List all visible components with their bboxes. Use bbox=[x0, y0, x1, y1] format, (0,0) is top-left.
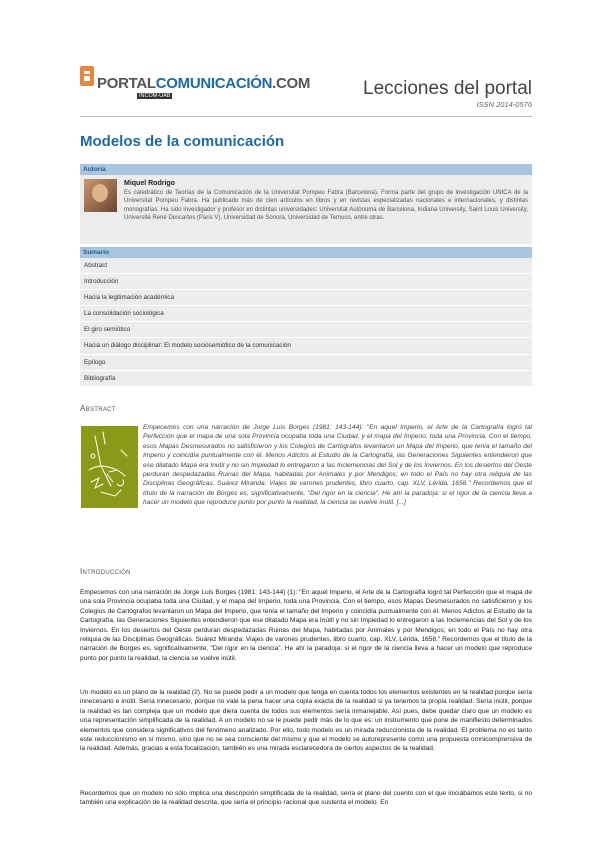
sumario-item-dialogo[interactable]: Hacia un diálogo disciplinar: El modelo sociosemiótico de la comunicación bbox=[80, 338, 532, 354]
introduccion-paragraph-2: Un modelo es un plano de la realidad (2). No se puede pedir a un modelo que tenga en cuenta todos los elementos existentes en la realidad porque sería innecesario e inútil. Sería innecesario, porque no vale la pena hacer una copia exacta de la realidad si ya tenemos la propia realidad. Sería inútil, porque la realidad es tan compleja que un modelo que diera cuenta de todos sus elementos sería inmanejable. Así pues, debe quedar claro que un modelo es una representación simplificada de la realidad. A un modelo no se le puede pedir más de lo que es: un instrumento que pone de manifiesto determinados elementos que considera significativos del fenómeno analizado. Por ello, todo modelo es un mirada reduccionista de la realidad. El problema no es tanto este reduccionismo en sí mismo, sino que no se sea consciente del mismo y que el modelo se autorepresente como una propuesta omnicomprensiva de la realidad. Además, gracias a esta focalización, también es una mirada esclarecedora de ciertos aspectos de la realidad. bbox=[80, 689, 532, 753]
logo-wordmark: PORTALCOMUNICACIÓN.COM bbox=[97, 75, 311, 92]
abstract-heading: Abstract bbox=[80, 404, 116, 413]
author-photo bbox=[84, 179, 117, 212]
sumario-item-abstract[interactable]: Abstract bbox=[80, 258, 532, 274]
sumario-item-giro-semiotico[interactable]: El giro semiótico bbox=[80, 322, 532, 338]
sumario-box bbox=[80, 247, 532, 387]
sumario-item-epilogo[interactable]: Epílogo bbox=[80, 355, 532, 371]
sumario-label: Sumario bbox=[80, 247, 532, 258]
abstract-illustration-drawing bbox=[81, 426, 138, 508]
sumario-item-consolidacion[interactable]: La consolidación sociológica bbox=[80, 306, 532, 322]
header-divider bbox=[80, 116, 532, 117]
issn: ISSN 2014-0576 bbox=[476, 100, 532, 109]
author-name: Miquel Rodrigo bbox=[124, 180, 175, 187]
introduccion-paragraph-1: Empecemos con una narración de Jorge Luis Borges (1981: 143-144) (1): "En aquel Imperio, el Arte de la Cartografía logró tal Perfección que el mapa de una sola Provincia ocupaba toda una Ciudad, y el mapa del Imperio, toda una Provincia. Con el tiempo, esos Mapas Desmesurados no satisficieron y los Colegios de Cartógrafos levantaron un Mapa del Imperio, que tenía el tamaño del Imperio y coincidía puntualmente con él. Menos Adictos al Estudio de la Cartografía, las Generaciones Siguientes entendieron que ese dilatado Mapa era Inútil y no sin Impiedad lo entregaron a las Inclemencias del Sol y de los Inviernos. En los desiertos del Oeste perduran despedazadas Ruinas del Mapa, habitadas por Animales y por Mendigos; en todo el País no hay otra reliquia de las Disciplinas Geográficas. Suárez Miranda: Viajes de varones prudentes, libro cuarto, cap. XLV, Lérida, 1658." Recordemos que el título de la narración de Borges es, significativamente, "Del rigor en la ciencia". He ahí la paradoja: si el rigor de la ciencia lleva a hacer un modelo que reproduce punto por punto la realidad, la ciencia se vuelve inútil. bbox=[80, 589, 532, 662]
sumario-item-legitimacion[interactable]: Hacia la legitimación académica bbox=[80, 290, 532, 306]
autoria-label: Autoría bbox=[80, 164, 532, 175]
abstract-text bbox=[80, 423, 532, 509]
page-title: Modelos de la comunicación bbox=[80, 133, 285, 150]
sumario-item-introduccion[interactable]: Introducción bbox=[80, 274, 532, 290]
section-title: Lecciones del portal bbox=[363, 78, 532, 99]
autoria-box bbox=[80, 164, 532, 244]
introduccion-paragraph-3: Recordemos que un modelo no sólo implica una descripción simplificada de la realidad, sería el plano del cuento con el que iniciábamos este texto, si no también una explicación de la realidad descrita, que sería el principio racional que sustenta el modelo. En bbox=[80, 790, 532, 807]
logo-subtitle: INCOM-UAB bbox=[139, 93, 171, 99]
portal-logo-icon bbox=[80, 66, 94, 86]
abstract-body: Empecemos con una narración de Jorge Luis Borges (1981: 143-144): "En aquel Imperio, el Arte de la Cartografía logró tal Perfección que el mapa de una sola Provincia ocupaba toda una Ciudad, y el mapa del Imperio, toda una Provincia. Con el tiempo, esos Mapas Desmesurados no satisficieron y los Colegios de Cartógrafos levantaron un Mapa del Imperio, que tenía el tamaño del Imperio y coincidía puntualmente con él. Menos Adictos al Estudio de la Cartografía, las Generaciones Siguientes entendieron que ese dilatado Mapa era Inútil y no sin Impiedad lo entregaron a las Inclemencias del Sol y de los Inviernos. En los desiertos del Oeste perduran despedazadas Ruinas del Mapa, habitadas por Animales y por Mendigos; en todo el País no hay otra reliquia de las Disciplinas Geográficas. Suárez Miranda: Viajes de varones prudentes, libro cuarto, cap. XLV, Lérida, 1658." Recordemos que el título de la narración de Borges es, significativamente, "Del rigor en la ciencia". He ahí la paradoja: si el rigor de la ciencia lleva a hacer un modelo que reproduce punto por punto la realidad, la ciencia se vuelve inútil. [...] bbox=[143, 424, 532, 507]
introduccion-heading: Introducción bbox=[80, 567, 131, 576]
abstract-illustration bbox=[81, 426, 138, 508]
sumario-item-bibliografia[interactable]: Bibliografía bbox=[80, 371, 532, 387]
autoria-body bbox=[80, 175, 532, 244]
author-bio: Es catedrático de Teorías de la Comunicación de la Universitat Pompeu Fabra (Barcelona). Forma parte del grupo de investigación UNICA de la Universitat Pompeu Fabra. Ha publicado más de cien artículos en libros y en revistas especializadas nacionales e internacionales, y distintas monografías. Ha sido investigador y profesor en distintas universidades: Universitat Autònoma de Barcelona, Indiana University, Saint Louis University, Université René Descartes (Paris V), Universidad de Sonora, Universidad de Temuco, entre otras. bbox=[124, 190, 528, 221]
